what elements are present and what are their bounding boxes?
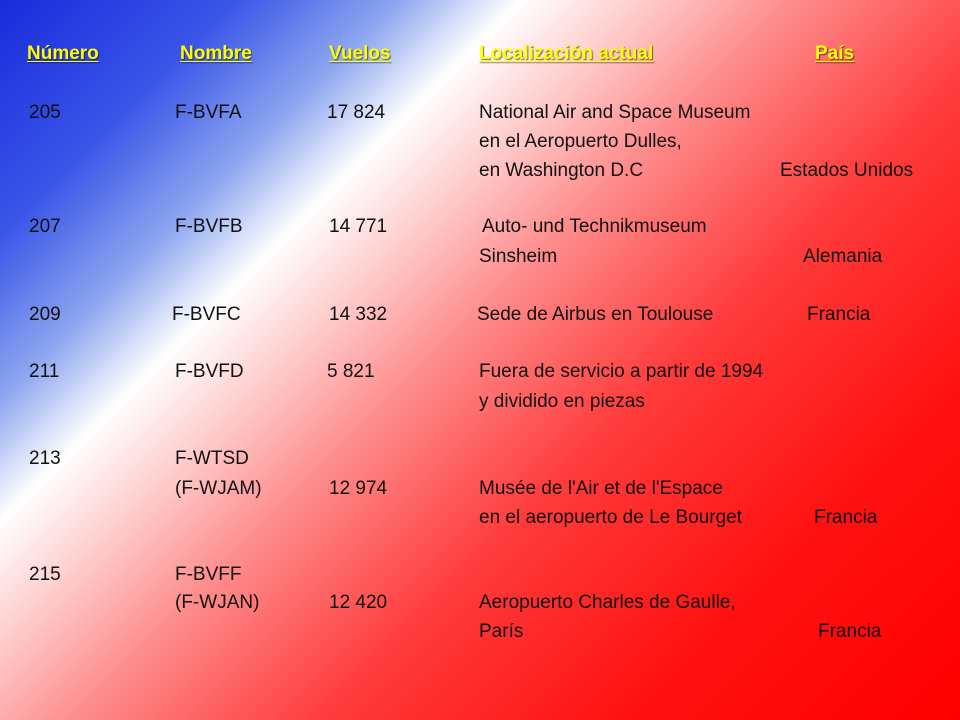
row-nombre-alt: (F-WJAN) — [175, 592, 260, 613]
row-vuelos: 12 974 — [329, 478, 388, 499]
row-numero: 211 — [29, 361, 60, 382]
row-vuelos: 12 420 — [329, 592, 388, 613]
row-pais: Estados Unidos — [780, 160, 914, 181]
header-numero: Número — [27, 43, 99, 64]
header-nombre: Nombre — [180, 43, 252, 64]
row-numero: 215 — [29, 564, 61, 585]
row-numero: 209 — [29, 304, 61, 325]
row-vuelos: 5 821 — [327, 361, 375, 382]
row-localizacion-line: y dividido en piezas — [479, 391, 645, 412]
row-pais: Francia — [814, 507, 878, 528]
row-numero: 207 — [29, 216, 61, 237]
row-numero: 205 — [29, 102, 61, 123]
row-localizacion-line: Aeropuerto Charles de Gaulle, — [479, 592, 736, 613]
row-localizacion-line: Musée de l'Air et de l'Espace — [479, 478, 723, 499]
header-localizacion: Localización actual — [479, 43, 654, 64]
row-localizacion-line: Auto- und Technikmuseum — [482, 216, 707, 237]
row-localizacion-line: National Air and Space Museum — [479, 102, 751, 123]
row-localizacion-line: Fuera de servicio a partir de 1994 — [479, 361, 764, 382]
row-nombre: F-BVFB — [175, 216, 243, 237]
row-numero: 213 — [29, 448, 61, 469]
row-nombre: F-BVFC — [172, 304, 241, 325]
row-nombre: F-BVFD — [175, 361, 244, 382]
row-localizacion-line: en el Aeropuerto Dulles, — [479, 131, 682, 152]
row-vuelos: 14 771 — [329, 216, 388, 237]
header-vuelos: Vuelos — [329, 43, 391, 64]
header-pais: País — [815, 43, 855, 64]
row-pais: Alemania — [803, 246, 883, 267]
row-nombre: F-WTSD — [175, 448, 249, 469]
row-vuelos: 14 332 — [329, 304, 388, 325]
row-nombre-alt: (F-WJAM) — [175, 478, 262, 499]
row-pais: Francia — [807, 304, 871, 325]
row-nombre: F-BVFA — [175, 102, 242, 123]
row-localizacion-line: París — [479, 621, 524, 642]
row-localizacion-line: en el aeropuerto de Le Bourget — [479, 507, 743, 528]
row-localizacion-line: Sinsheim — [479, 246, 558, 267]
row-nombre: F-BVFF — [175, 564, 242, 585]
row-localizacion-line: Sede de Airbus en Toulouse — [477, 304, 714, 325]
row-vuelos: 17 824 — [327, 102, 386, 123]
row-pais: Francia — [818, 621, 882, 642]
row-localizacion-line: en Washington D.C — [479, 160, 644, 181]
